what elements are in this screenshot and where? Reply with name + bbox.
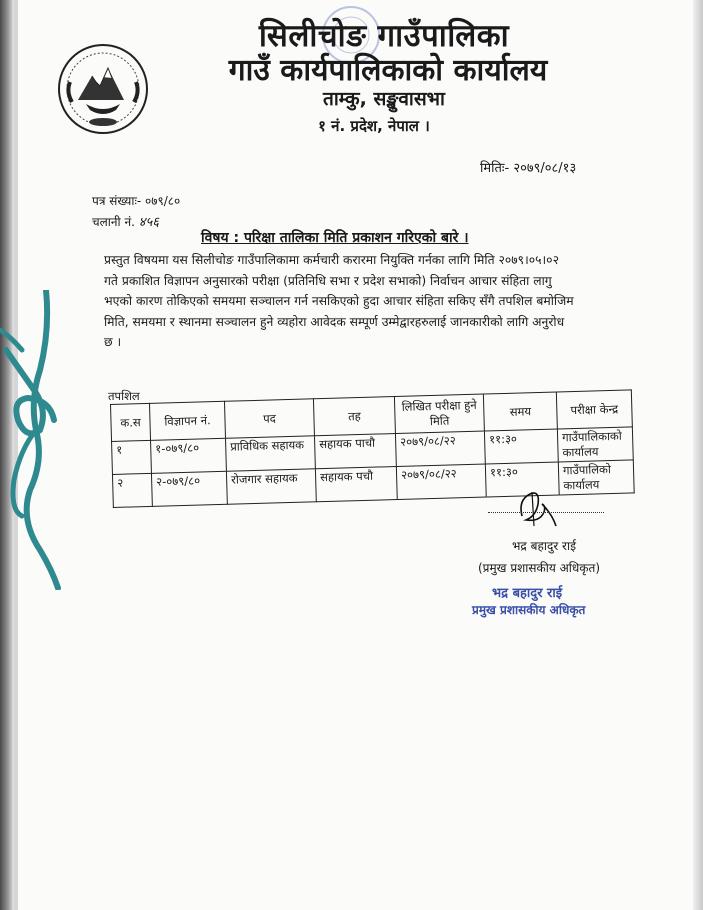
- col-header: क.स: [111, 403, 151, 441]
- signature-line: [488, 512, 604, 513]
- table-cell: ११:३०: [484, 429, 558, 464]
- nepal-emblem-icon: [56, 42, 150, 136]
- col-header: लिखित परीक्षा हुने मिति: [394, 394, 484, 433]
- body-line: गते प्रकाशित विज्ञापन अनुसारको परीक्षा (प्रतिनिधि सभा र प्रदेश सभाको) निर्वाचन आचार संहिता लागु: [104, 273, 552, 288]
- stamp-title: प्रमुख प्रशासकीय अधिकृत: [472, 603, 586, 617]
- table-cell: १: [112, 440, 152, 474]
- chalani-number: [92, 212, 159, 230]
- signature-icon: [512, 486, 560, 530]
- table-cell: २०७९/०८/२२: [395, 431, 485, 466]
- col-header: परीक्षा केन्द्र: [556, 390, 632, 429]
- table-cell: २०७९/०८/२२: [396, 464, 486, 499]
- office-location: ताम्कु, सङ्खुवासभा: [323, 88, 445, 110]
- body-line: मिति, समयमा र स्थानमा सञ्चालन हुने व्यहोरा आवेदक सम्पूर्ण उम्मेद्वारहरुलाई जानकारीको लागि अनुरोध: [104, 314, 565, 329]
- col-header: समय: [483, 392, 557, 431]
- binding-string-icon: [0, 290, 80, 590]
- table-cell: २-०७९/८०: [151, 471, 227, 506]
- stamp-name: भद्र बहादुर राई: [492, 586, 563, 601]
- col-header: पद: [224, 399, 314, 438]
- table-cell: सहायक पाचौ: [314, 434, 396, 469]
- patra-sankhya: पत्र संख्याः- ०७९/८०: [92, 194, 181, 208]
- body-line: छ ।: [104, 335, 122, 349]
- body-line: भएको कारण तोकिएको समयमा सञ्चालन गर्न नसकिएको हुदा आचार संहिता सकिए सँगै तपशिल बमोजिम: [104, 294, 574, 308]
- scan-right-edge: [693, 0, 703, 910]
- table-cell: १-०७९/८०: [151, 438, 227, 473]
- table-cell: गाउँपालिकाको कार्यालय: [557, 427, 633, 462]
- letter-subject: विषय : परिक्षा तालिका मिति प्रकाशन गरिएको बारे ।: [201, 230, 469, 246]
- table-cell: प्राविधिक सहायक: [226, 436, 316, 471]
- table-cell: रोजगार सहायक: [226, 469, 316, 504]
- office-name: सिलीचोङ गाउँपालिका: [258, 18, 510, 54]
- table-cell: गाउँपालिको कार्यालय: [558, 460, 634, 495]
- signatory-title: (प्रमुख प्रशासकीय अधिकृत): [478, 561, 601, 575]
- col-header: विज्ञापन नं.: [149, 401, 225, 440]
- table-cell: ११:३०: [485, 462, 559, 497]
- body-line: प्रस्तुत विषयमा यस सिलीचोङ गाउँपालिकामा कर्मचारी करारमा नियुक्ति गर्नका लागि मिति २०७९।०५।०२: [104, 253, 559, 267]
- table-cell: २: [112, 473, 152, 507]
- col-header: तह: [313, 397, 395, 436]
- letter-body: [104, 250, 636, 353]
- office-subtitle: गाउँ कार्यपालिकाको कार्यालय: [228, 53, 548, 88]
- letter-date: मितिः- २०७९/०८/१३: [480, 161, 577, 176]
- table-cell: सहायक पचौ: [315, 467, 397, 502]
- chalani-value: ४५६: [138, 215, 160, 230]
- signatory-name: भद्र बहादुर राई: [512, 539, 576, 553]
- tapsil-label: तपशिल: [108, 389, 140, 403]
- province-line: १ नं. प्रदेश, नेपाल ।: [318, 117, 430, 135]
- chalani-label: चलानी नं.: [92, 215, 135, 229]
